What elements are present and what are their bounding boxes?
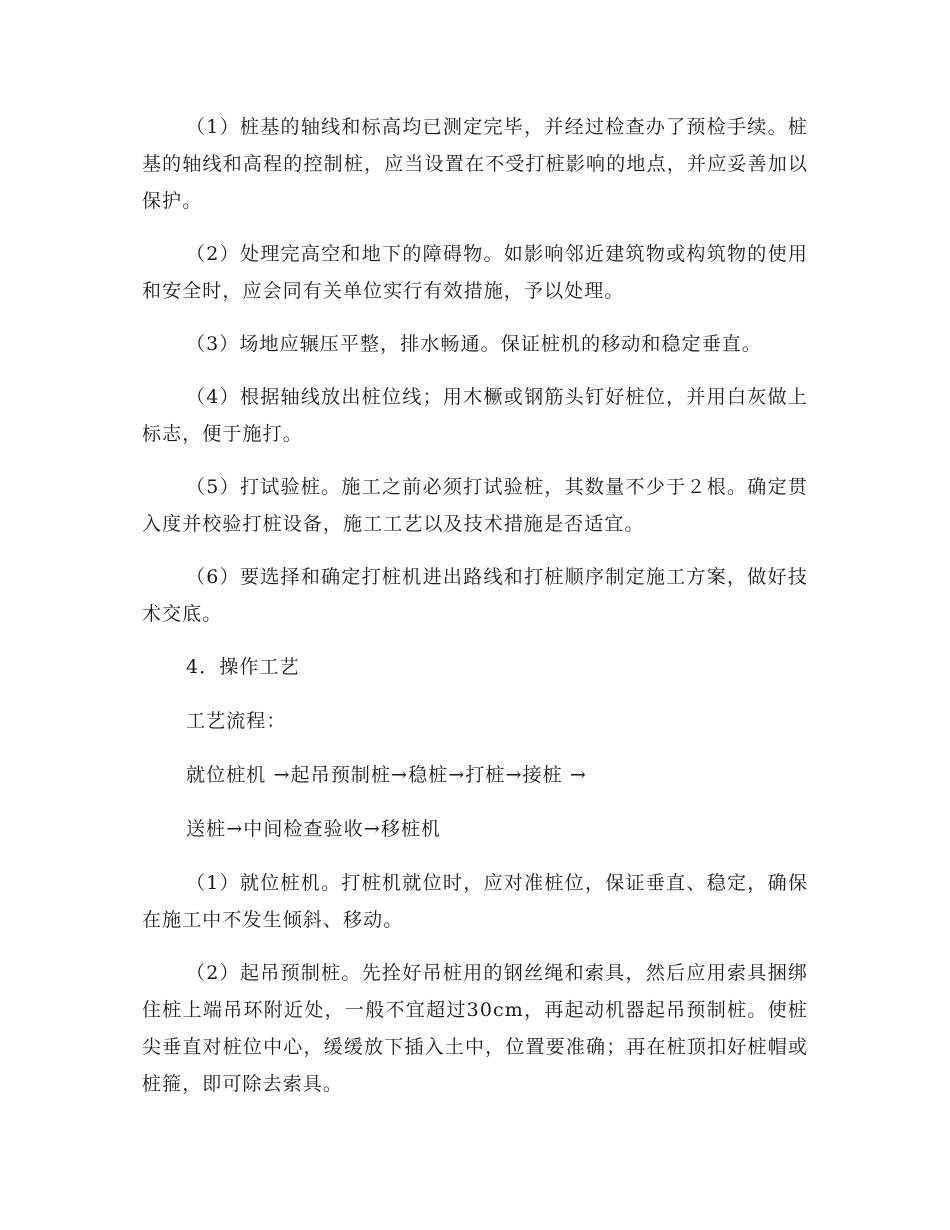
- paragraph-prep-2: （2）处理完高空和地下的障碍物。如影响邻近建筑物或构筑物的使用和安全时，应会同有关单位实行有效措施，予以处理。: [142, 243, 808, 302]
- flow-title: 工艺流程：: [186, 710, 287, 732]
- flow-line-2: 送桩→中间检查验收→移桩机: [186, 818, 442, 840]
- paragraph-prep-4: （4）根据轴线放出桩位线；用木橛或钢筋头钉好桩位，并用白灰做上标志，便于施打。: [142, 386, 808, 445]
- paragraph-prep-6: （6）要选择和确定打桩机进出路线和打桩顺序制定施工方案，做好技术交底。: [142, 566, 808, 625]
- document-body: [142, 109, 808, 1119]
- paragraph-step-2: （2）起吊预制桩。先拴好吊桩用的钢丝绳和索具，然后应用索具捆绑住桩上端吊环附近处，一般不宜超过30cm，再起动机器起吊预制桩。使桩尖垂直对桩位中心，缓缓放下插入土中，位置要准确；再在桩顶扣好桩帽或桩箍，即可除去索具。: [142, 962, 808, 1095]
- paragraph-prep-3: （3）场地应辗压平整，排水畅通。保证桩机的移动和稳定垂直。: [186, 333, 762, 355]
- paragraph-prep-5: （5）打试验桩。施工之前必须打试验桩，其数量不少于２根。确定贯入度并校验打桩设备，施工工艺以及技术措施是否适宜。: [142, 476, 808, 535]
- paragraph-prep-1: （1）桩基的轴线和标高均已测定完毕，并经过检查办了预检手续。桩基的轴线和高程的控制桩，应当设置在不受打桩影响的地点，并应妥善加以保护。: [142, 116, 808, 212]
- section-heading: 4．操作工艺: [186, 656, 300, 678]
- paragraph-step-1: （1）就位桩机。打桩机就位时，应对准桩位，保证垂直、稳定，确保在施工中不发生倾斜、移动。: [142, 872, 808, 931]
- flow-line-1: 就位桩机 →起吊预制桩→稳桩→打桩→接桩 →: [186, 764, 587, 786]
